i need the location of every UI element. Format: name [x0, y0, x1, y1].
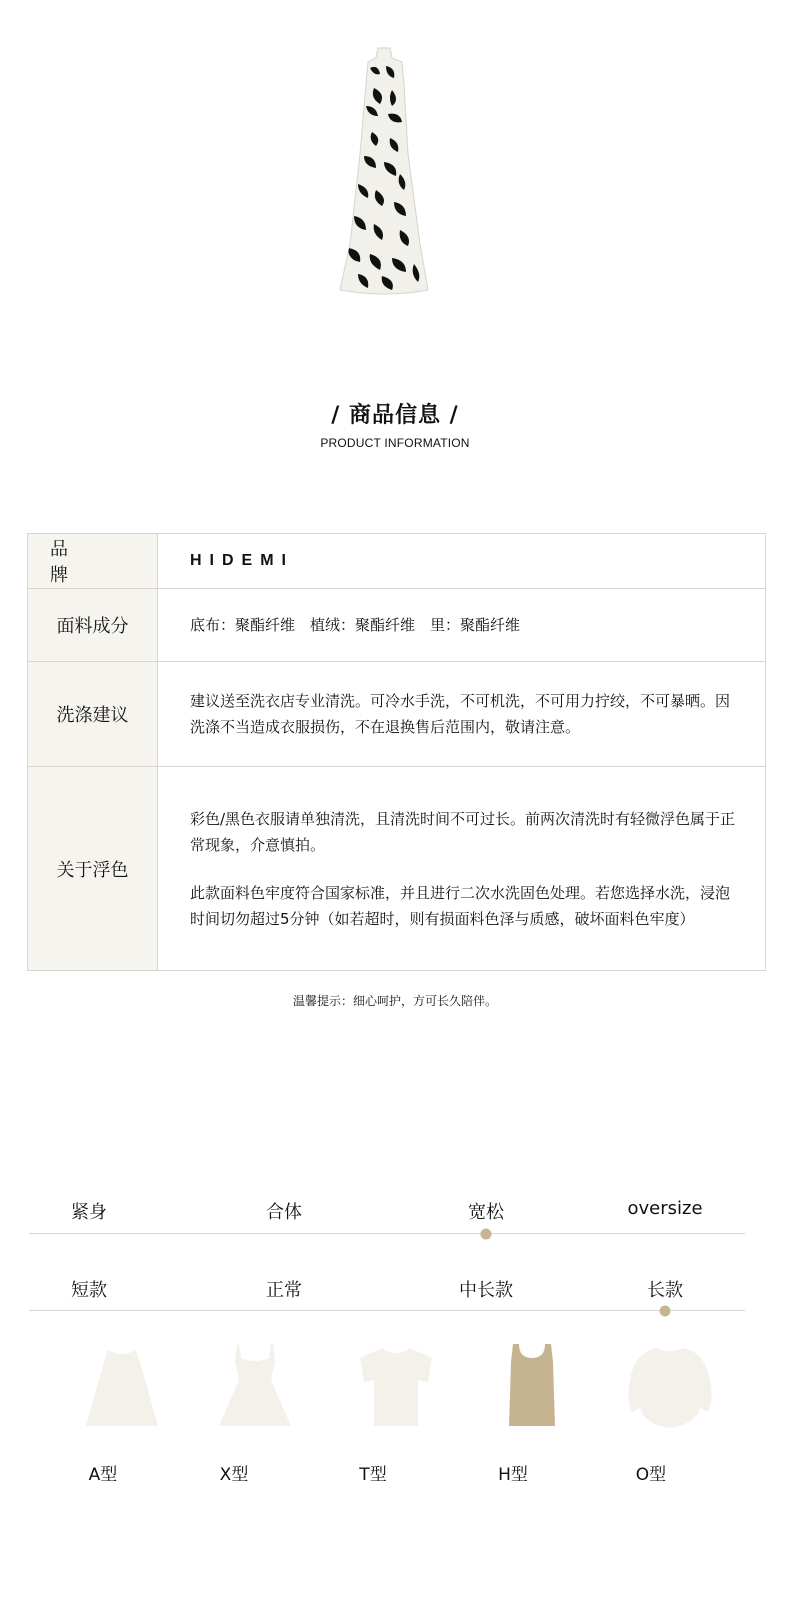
fabric-text: 底布：聚酯纤维 植绒：聚酯纤维 里：聚酯纤维	[190, 616, 521, 634]
silhouette-label-x: X型	[219, 1465, 249, 1485]
section-title: / 商品信息 /	[331, 403, 459, 428]
length-scale-track	[29, 1310, 745, 1311]
info-label-brand	[28, 534, 158, 588]
care-tip: 温馨提示：细心呵护，方可长久陪伴。	[292, 994, 497, 1008]
silhouette-a-line-icon	[86, 1346, 158, 1430]
info-row-wash	[28, 661, 765, 766]
info-label-color-bleed: 关于浮色	[28, 767, 158, 970]
fit-option-tight: 紧身	[71, 1202, 107, 1223]
fit-scale-marker	[481, 1229, 492, 1240]
fit-option-oversize: oversize	[627, 1198, 703, 1219]
length-scale-marker	[660, 1306, 671, 1317]
brand-name: HIDEMI	[190, 552, 294, 569]
silhouette-t-line-icon	[356, 1346, 436, 1430]
silhouette-o-line-icon	[626, 1346, 714, 1430]
silhouette-label-o: O型	[635, 1465, 667, 1485]
fit-option-regular: 合体	[266, 1202, 302, 1223]
silhouette-label-a: A型	[88, 1465, 118, 1485]
silhouette-label-h: H型	[498, 1465, 528, 1485]
fit-option-loose: 宽松	[468, 1202, 504, 1223]
length-scale	[0, 1276, 790, 1306]
fit-scale-track	[29, 1233, 745, 1234]
product-photo	[330, 44, 440, 304]
info-value-brand	[158, 534, 765, 588]
length-option-short: 短款	[71, 1280, 107, 1301]
info-row-brand	[28, 534, 765, 588]
length-option-midlong: 中长款	[459, 1280, 513, 1301]
silhouette-label-t: T型	[359, 1465, 387, 1485]
section-subtitle: PRODUCT INFORMATION	[320, 436, 470, 450]
color-bleed-para-2: 此款面料色牢度符合国家标准，并且进行二次水洗固色处理。若您选择水洗，浸泡时间切勿超过5分钟（如若超时，则有损面料色泽与质感，破坏面料色牢度）	[190, 883, 731, 928]
info-row-color-bleed	[28, 766, 765, 970]
info-value-color-bleed	[158, 767, 765, 970]
info-label-fabric: 面料成分	[28, 589, 158, 661]
silhouette-h-line-icon	[505, 1344, 559, 1430]
length-option-normal: 正常	[266, 1280, 302, 1301]
brand-label-text: 品 牌	[50, 539, 90, 586]
fit-scale	[0, 1198, 790, 1228]
length-option-long: 长款	[647, 1280, 683, 1301]
product-info-table	[27, 533, 766, 971]
wash-text: 建议送至洗衣店专业清洗。可冷水手洗，不可机洗，不可用力拧绞，不可暴晒。因洗涤不当造成衣服损伤，不在退换售后范围内，敬请注意。	[190, 692, 731, 736]
color-bleed-para-1: 彩色/黑色衣服请单独清洗，且清洗时间不可过长。前两次清洗时有轻微浮色属于正常现象，介意慎拍。	[190, 809, 736, 854]
info-row-fabric	[28, 588, 765, 661]
silhouette-x-line-icon	[219, 1344, 291, 1430]
info-value-wash	[158, 662, 765, 766]
info-label-wash: 洗涤建议	[28, 662, 158, 766]
info-value-fabric	[158, 589, 765, 661]
